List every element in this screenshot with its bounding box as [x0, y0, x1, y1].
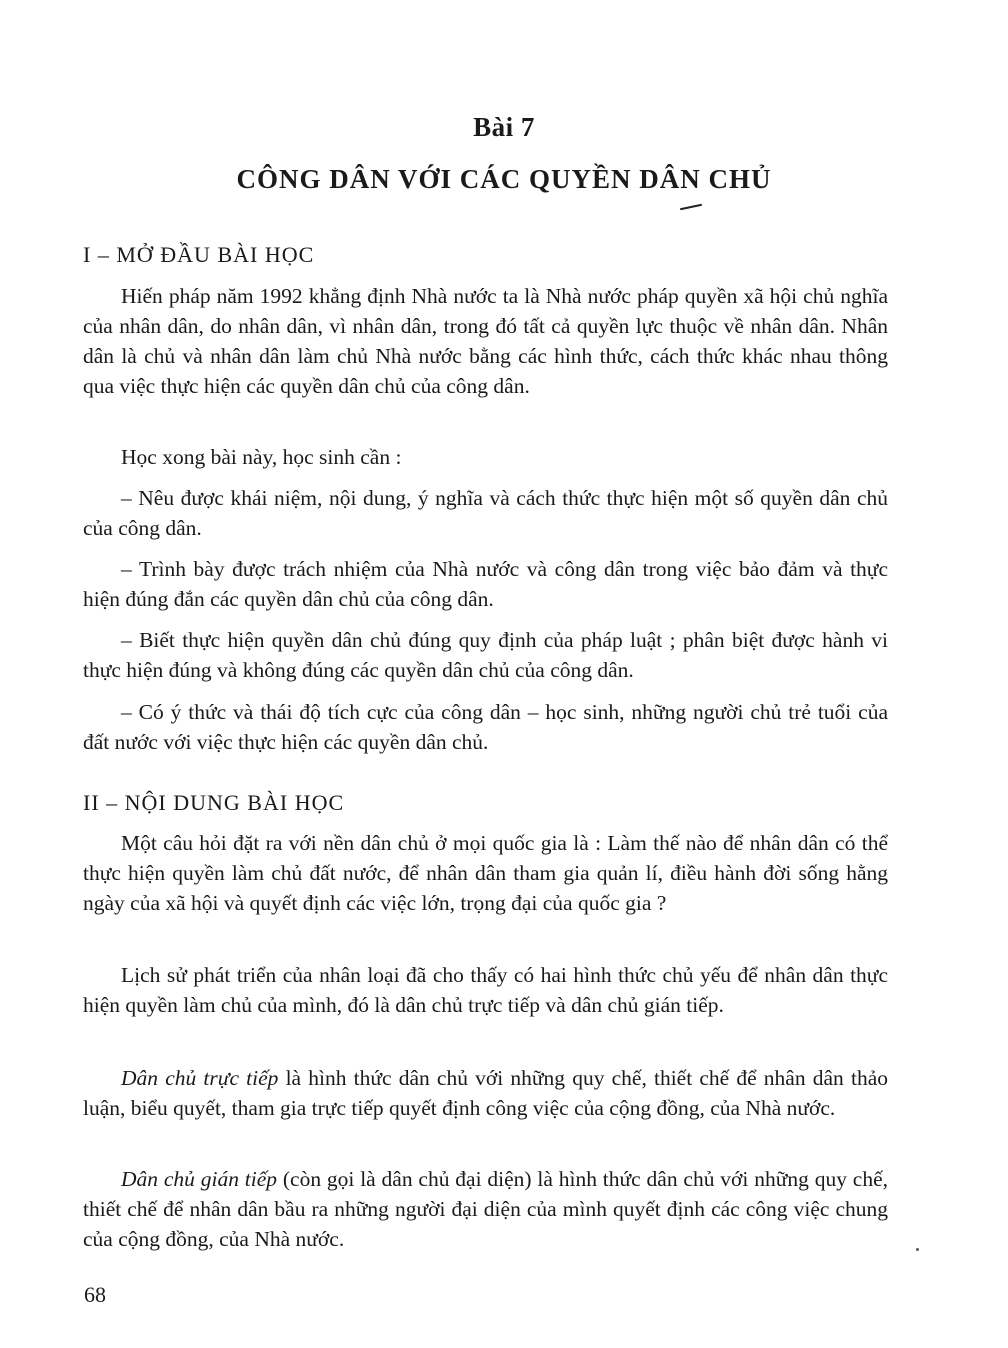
goal-item: – Trình bày được trách nhiệm của Nhà nước và công dân trong việc bảo đảm và thực hiện đúng đắn các quyền dân chủ của công dân. — [83, 557, 888, 611]
indirect-democracy-term: Dân chủ gián tiếp — [121, 1167, 278, 1191]
lesson-title: CÔNG DÂN VỚI CÁC QUYỀN DÂN CHỦ — [236, 164, 772, 194]
print-mark — [680, 204, 702, 211]
direct-democracy-definition: là hình thức dân chủ với những quy chế, thiết chế để nhân dân thảo luận, biểu quyết, tham gia trực tiếp quyết định công việc của cộng đồng, của Nhà nước. — [83, 1066, 888, 1120]
section-heading-intro: I – MỞ ĐẦU BÀI HỌC — [83, 242, 315, 267]
indirect-democracy-paragraph — [83, 1164, 888, 1254]
goal-item: – Nêu được khái niệm, nội dung, ý nghĩa và cách thức thực hiện một số quyền dân chủ của công dân. — [83, 486, 888, 540]
page-number: 68 — [84, 1282, 106, 1307]
direct-democracy-paragraph — [83, 1063, 888, 1123]
content-paragraph: Một câu hỏi đặt ra với nền dân chủ ở mọi quốc gia là : Làm thế nào để nhân dân có thể thực hiện quyền làm chủ đất nước, để nhân dân tham gia quản lí, điều hành đời sống hằng ngày của xã hội và quyết định các việc lớn, trọng đại của quốc gia ? — [83, 831, 888, 915]
direct-democracy-term: Dân chủ trực tiếp — [121, 1066, 279, 1090]
print-speck — [916, 1248, 919, 1251]
lesson-number: Bài 7 — [473, 112, 535, 142]
content-paragraph: Lịch sử phát triển của nhân loại đã cho thấy có hai hình thức chủ yếu để nhân dân thực hiện quyền làm chủ của mình, đó là dân chủ trực tiếp và dân chủ gián tiếp. — [83, 963, 888, 1017]
goals-lead: Học xong bài này, học sinh cần : — [121, 445, 402, 469]
section-heading-content: II – NỘI DUNG BÀI HỌC — [83, 790, 345, 815]
indirect-democracy-definition: (còn gọi là dân chủ đại diện) là hình thức dân chủ với những quy chế, thiết chế để nhân dân bầu ra những người đại diện của mình quyết định các công việc chung của cộng đồng, của Nhà nước. — [83, 1167, 888, 1251]
intro-paragraph: Hiến pháp năm 1992 khẳng định Nhà nước ta là Nhà nước pháp quyền xã hội chủ nghĩa của nhân dân, do nhân dân, vì nhân dân, trong đó tất cả quyền lực thuộc về nhân dân. Nhân dân là chủ và nhân dân làm chủ Nhà nước bằng các hình thức, cách thức khác nhau thông qua việc thực hiện các quyền dân chủ của công dân. — [83, 284, 888, 398]
goal-item: – Có ý thức và thái độ tích cực của công dân – học sinh, những người chủ trẻ tuổi của đất nước với việc thực hiện các quyền dân chủ. — [83, 700, 888, 754]
goal-item: – Biết thực hiện quyền dân chủ đúng quy định của pháp luật ; phân biệt được hành vi thực hiện đúng và không đúng các quyền dân chủ của công dân. — [83, 628, 888, 682]
